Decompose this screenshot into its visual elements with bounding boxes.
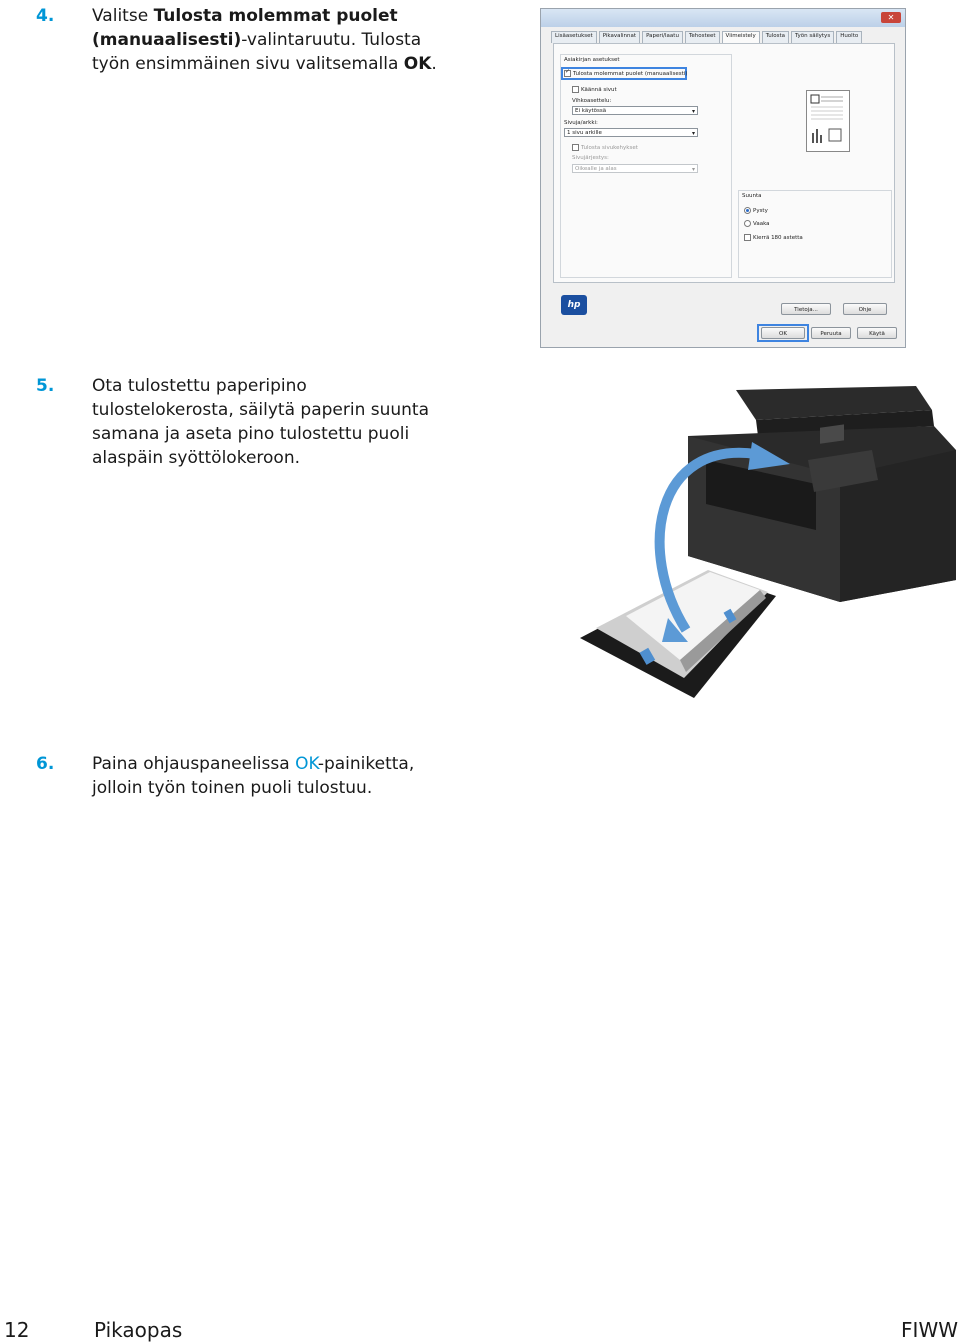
step-text bbox=[92, 752, 422, 800]
booklet-select[interactable]: Ei käytössä ▾ bbox=[572, 106, 698, 115]
checkbox-icon bbox=[564, 70, 571, 77]
about-button[interactable]: Tietoja... bbox=[781, 303, 831, 315]
step-text bbox=[92, 4, 452, 76]
pages-per-sheet-select[interactable]: 1 sivu arkille ▾ bbox=[564, 128, 698, 137]
tab-shortcuts[interactable]: Pikavalinnat bbox=[599, 31, 640, 43]
step-text-part: Paina ohjauspaneelissa bbox=[92, 754, 296, 774]
step-number: 5. bbox=[36, 376, 55, 396]
page-order-select[interactable]: Oikealle ja alas ▾ bbox=[572, 164, 698, 173]
flip-pages-checkbox[interactable] bbox=[572, 86, 617, 93]
step-number: 6. bbox=[36, 754, 55, 774]
checkbox-label: Käännä sivut bbox=[581, 86, 617, 93]
tab-finishing[interactable]: Viimeistely bbox=[722, 31, 760, 43]
tab-effects[interactable]: Tehosteet bbox=[685, 31, 720, 43]
hp-logo: hp bbox=[561, 295, 587, 315]
portrait-radio[interactable] bbox=[744, 207, 768, 214]
step-text-part: Valitse bbox=[92, 6, 154, 26]
group-title: Asiakirjan asetukset bbox=[564, 57, 620, 63]
print-dialog-screenshot bbox=[540, 8, 906, 348]
step-text-bold: OK bbox=[403, 54, 432, 74]
page-number: 12 bbox=[4, 1318, 30, 1342]
orientation-title: Suunta bbox=[742, 193, 762, 199]
step-text-part: . bbox=[431, 54, 437, 74]
radio-label: Vaaka bbox=[753, 220, 770, 227]
printer-illustration bbox=[576, 380, 960, 720]
dialog-tabs bbox=[551, 31, 895, 43]
step-text-bold: Tulosta molemmat puolet (manuaalisesti) bbox=[92, 6, 398, 50]
close-icon[interactable]: ✕ bbox=[881, 12, 901, 23]
page-order-label: Sivujärjestys: bbox=[572, 155, 609, 161]
finishing-panel bbox=[553, 43, 895, 283]
rotate-checkbox[interactable] bbox=[744, 234, 803, 241]
tab-print[interactable]: Tulosta bbox=[762, 31, 789, 43]
radio-label: Pysty bbox=[753, 207, 768, 214]
landscape-radio[interactable] bbox=[744, 220, 770, 227]
tab-paper-quality[interactable]: Paperi/laatu bbox=[642, 31, 683, 43]
step-text: Ota tulostettu paperipino tulostelokerosta, säilytä paperin suunta samana ja aseta pino tulostettu puoli alaspäin syöttölokeroon. bbox=[92, 376, 430, 468]
step-text-part: -painiketta, jolloin työn toinen puoli tulostuu. bbox=[92, 754, 415, 798]
footer-title: Pikaopas bbox=[94, 1318, 183, 1342]
print-borders-checkbox[interactable] bbox=[572, 144, 638, 151]
duplex-checkbox[interactable] bbox=[564, 70, 687, 77]
tab-advanced[interactable]: Lisäasetukset bbox=[551, 31, 597, 43]
checkbox-icon bbox=[572, 86, 579, 93]
dialog-titlebar bbox=[541, 9, 905, 27]
document-preview-icon bbox=[807, 91, 849, 151]
checkbox-label: Tulosta molemmat puolet (manuaalisesti) bbox=[573, 70, 688, 77]
pages-per-sheet-label: Sivuja/arkki: bbox=[564, 120, 598, 126]
footer-code: FIWW bbox=[901, 1318, 958, 1342]
radio-icon bbox=[744, 207, 751, 214]
ok-button[interactable]: OK bbox=[761, 327, 805, 339]
ok-button-reference: OK bbox=[295, 754, 318, 774]
booklet-label: Vihkoasettelu: bbox=[572, 98, 612, 104]
apply-button[interactable]: Käytä bbox=[857, 327, 897, 339]
help-button[interactable]: Ohje bbox=[843, 303, 887, 315]
checkbox-icon bbox=[744, 234, 751, 241]
checkbox-icon bbox=[572, 144, 579, 151]
checkbox-label: Tulosta sivukehykset bbox=[581, 144, 638, 151]
page-preview bbox=[806, 90, 850, 152]
checkbox-label: Kierrä 180 astetta bbox=[753, 234, 803, 241]
step-text-part: -valintaruutu. Tulosta työn ensimmäinen sivu valitsemalla bbox=[92, 30, 422, 74]
tab-job-storage[interactable]: Työn säilytys bbox=[791, 31, 834, 43]
tab-service[interactable]: Huolto bbox=[836, 31, 862, 43]
radio-icon bbox=[744, 220, 751, 227]
cancel-button[interactable]: Peruuta bbox=[811, 327, 851, 339]
step-number: 4. bbox=[36, 6, 55, 26]
